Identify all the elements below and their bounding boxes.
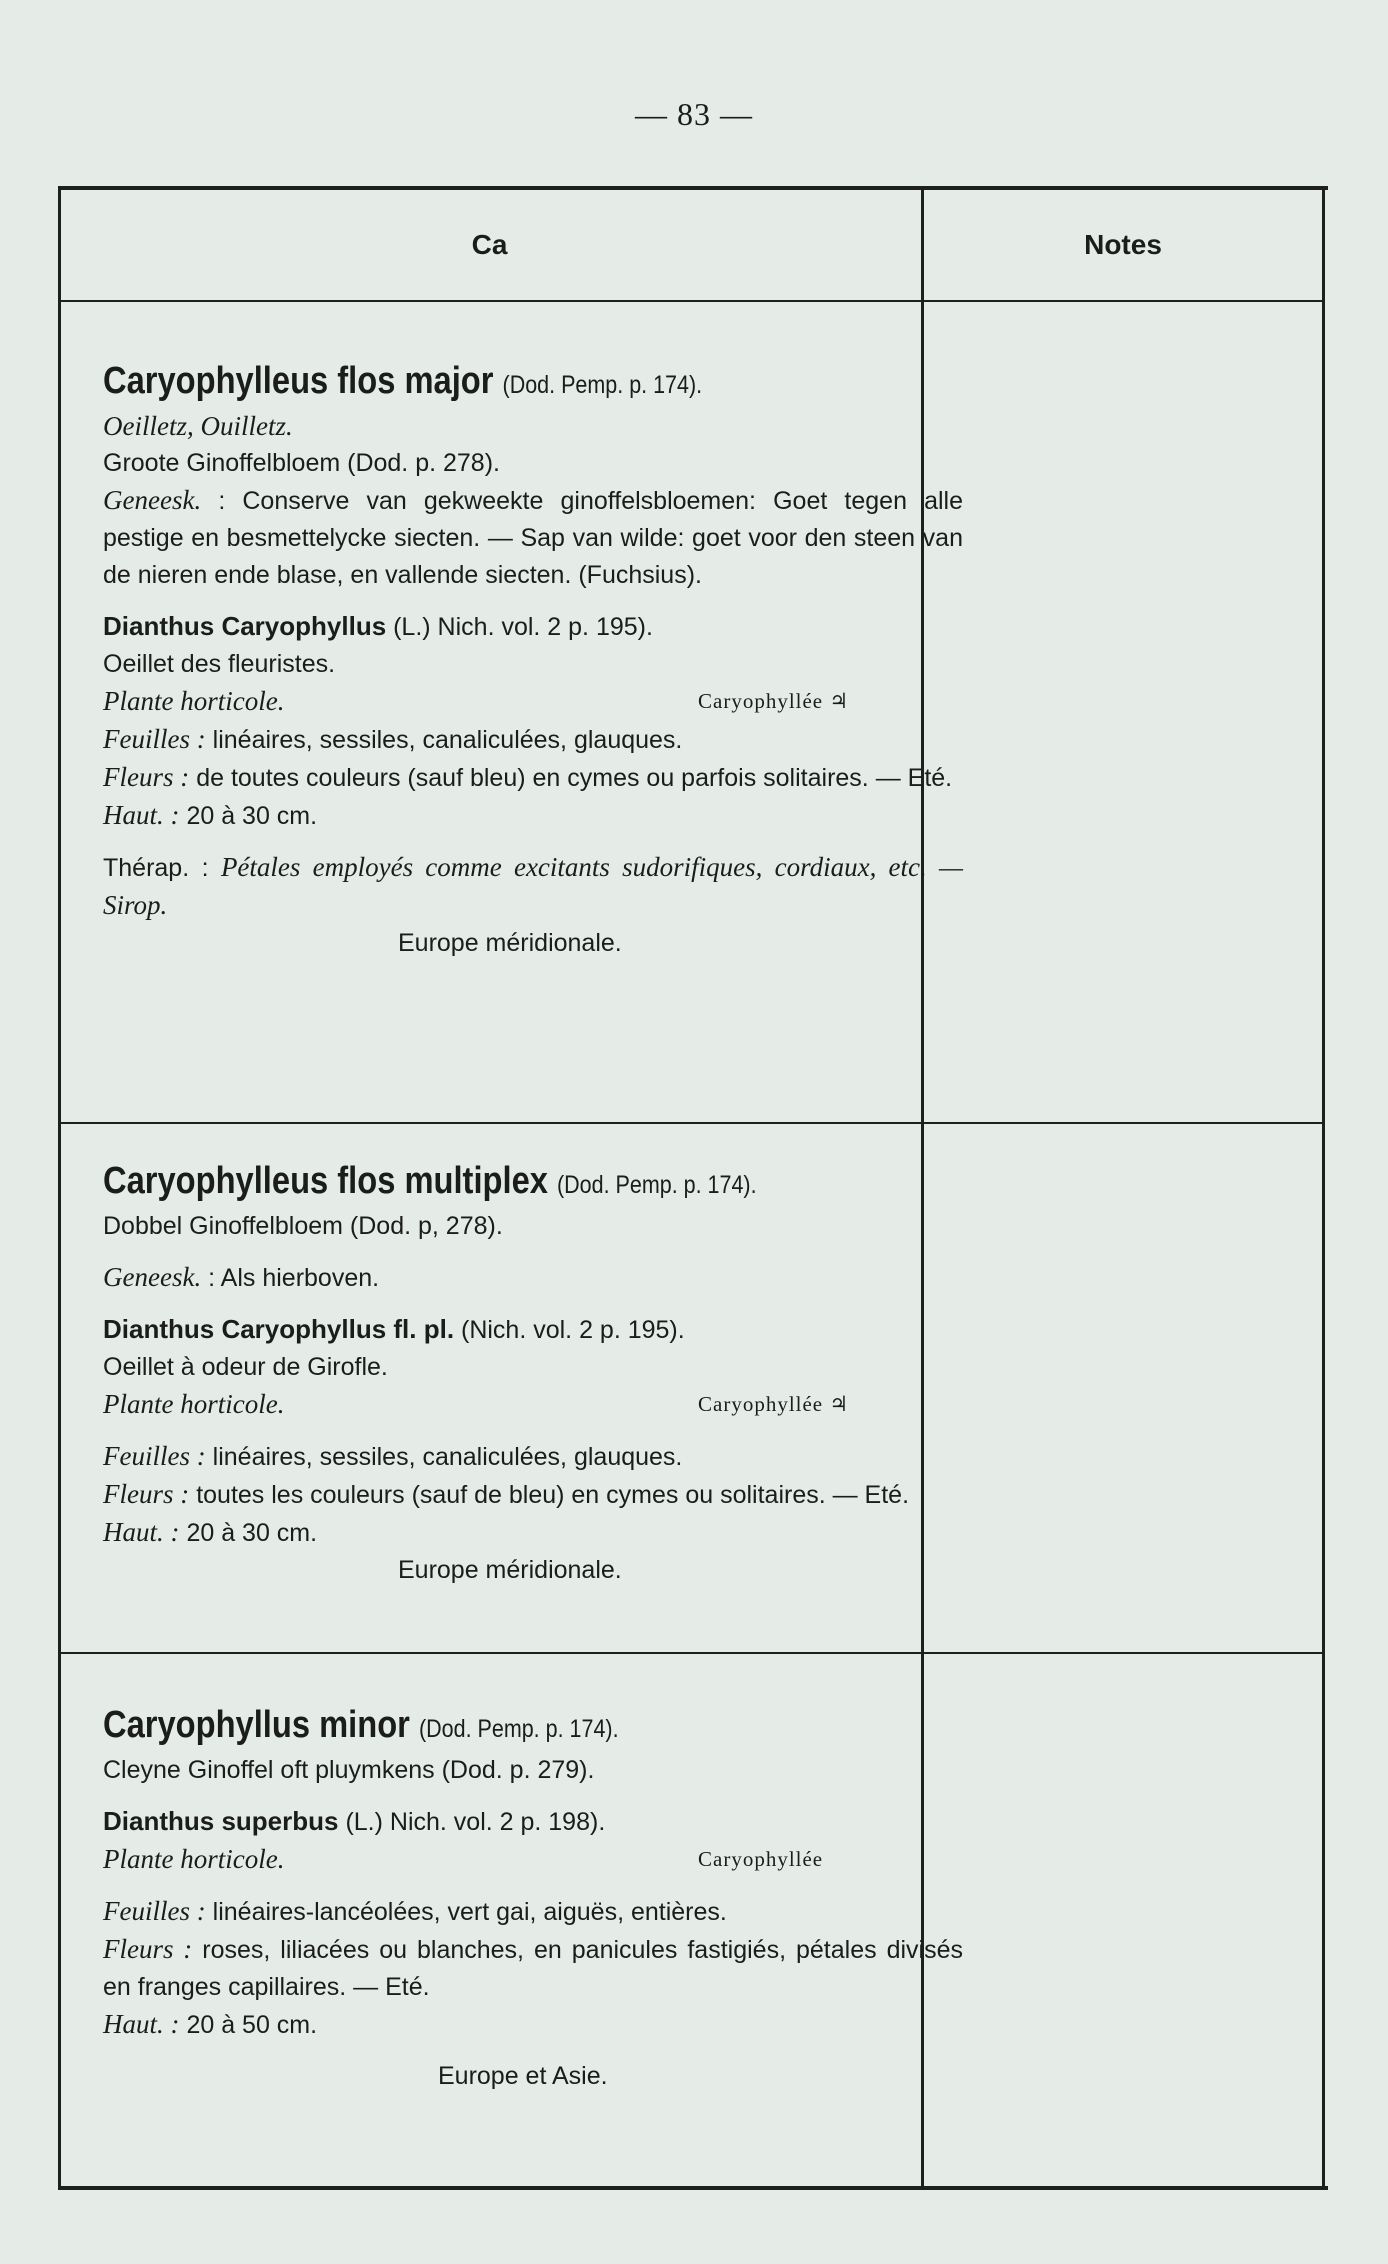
geneesk-paragraph: Geneesk. : Conserve van gekweekte ginoffelsbloemen: Goet tegen alle pestige en besmettelycke siecten. — Sap van wilde: goet voor den steen van de nieren ende blase, en vallende siecten. (Fuchsius).: [103, 485, 963, 589]
herbal-table: [58, 186, 1328, 2190]
header-divider: [58, 300, 1324, 302]
geneesk-paragraph: Geneesk. : Als hierboven.: [103, 1262, 380, 1292]
common-name-fr: Oeilletz, Ouilletz.: [103, 411, 293, 441]
entry-title: Caryophyllus minor (Dod. Pemp. p. 174).: [103, 1704, 619, 1746]
plant-type-row: Plante horticole. Caryophyllée ♃: [103, 683, 963, 721]
haut-line: Haut. : 20 à 30 cm.: [103, 800, 318, 830]
haut-line: Haut. : 20 à 50 cm.: [103, 2009, 318, 2039]
entry-title: Caryophylleus flos multiplex (Dod. Pemp. p. 174).: [103, 1160, 757, 1202]
fleurs-line: Fleurs : de toutes couleurs (sauf bleu) en cymes ou parfois solitaires. — Eté.: [103, 762, 953, 792]
table-left-border: [58, 190, 61, 2186]
page-number: — 83 —: [635, 96, 753, 132]
feuilles-line: Feuilles : linéaires-lancéolées, vert gai, aiguës, entières.: [103, 1896, 727, 1926]
french-name: Oeillet à odeur de Girofle.: [103, 1353, 388, 1381]
common-name-nl: Cleyne Ginoffel oft pluymkens (Dod. p. 279).: [103, 1756, 595, 1784]
column-header-notes: Notes: [1084, 229, 1162, 260]
plant-type-row: Plante horticole. Caryophyllée ♃: [103, 1386, 963, 1424]
region: Europe méridionale.: [398, 1556, 622, 1584]
entry-caryophyllus-minor: [103, 1702, 963, 2095]
column-header-ca: Ca: [471, 229, 508, 260]
fleurs-line: Fleurs : roses, liliacées ou blanches, en panicules fastigiés, pétales divisés en franges capillaires. — Eté.: [103, 1934, 963, 2001]
haut-line: Haut. : 20 à 30 cm.: [103, 1517, 318, 1547]
family-label: Caryophyllée ♃: [698, 1392, 850, 1416]
feuilles-line: Feuilles : linéaires, sessiles, canaliculées, glauques.: [103, 724, 683, 754]
plant-type-row: Plante horticole. Caryophyllée: [103, 1841, 963, 1879]
french-name: Oeillet des fleuristes.: [103, 650, 336, 678]
scientific-name: Dianthus Caryophyllus (L.) Nich. vol. 2 p. 195).: [103, 611, 653, 641]
family-label: Caryophyllée: [698, 1847, 824, 1871]
therap-line: Thérap. : Pétales employés comme excitants sudorifiques, cordiaux, etc. — Sirop.: [103, 852, 963, 920]
table-right-border: [1322, 190, 1325, 2186]
region: Europe et Asie.: [438, 2062, 608, 2090]
region: Europe méridionale.: [398, 929, 622, 957]
row-divider: [58, 1652, 1324, 1654]
entry-title: Caryophylleus flos major (Dod. Pemp. p. 174).: [103, 360, 703, 402]
scientific-name: Dianthus Caryophyllus fl. pl. (Nich. vol. 2 p. 195).: [103, 1314, 685, 1344]
entry-caryophylleus-flos-major: [103, 358, 963, 962]
feuilles-line: Feuilles : linéaires, sessiles, canaliculées, glauques.: [103, 1441, 683, 1471]
family-label: Caryophyllée ♃: [698, 689, 850, 713]
fleurs-line: Fleurs : toutes les couleurs (sauf de bleu) en cymes ou solitaires. — Eté.: [103, 1479, 910, 1509]
row-divider: [58, 1122, 1324, 1124]
scientific-name: Dianthus superbus (L.) Nich. vol. 2 p. 198).: [103, 1806, 606, 1836]
common-name-nl: Dobbel Ginoffelbloem (Dod. p, 278).: [103, 1212, 503, 1240]
entry-caryophylleus-flos-multiplex: [103, 1158, 963, 1589]
common-name-nl: Groote Ginoffelbloem (Dod. p. 278).: [103, 449, 500, 477]
